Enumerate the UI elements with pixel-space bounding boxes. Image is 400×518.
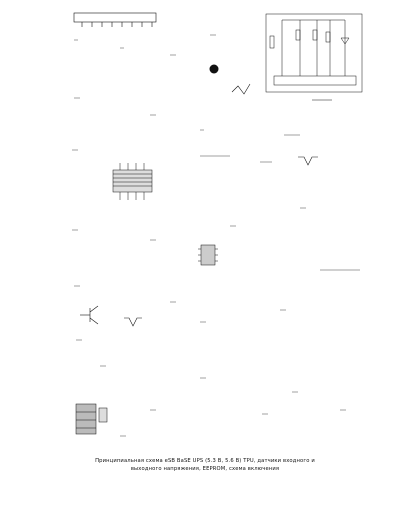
wiring-traces xyxy=(72,35,360,436)
power-sensor-block xyxy=(266,14,362,100)
eeprom-ic xyxy=(198,245,218,265)
caption-line-1: Принципиальная схема eSB BaSE UPS (5.3 В, 5.6 В) TPU, датчики входного и xyxy=(95,458,315,464)
caption-line-2: выходного напряжения, EEPROM, схема включения xyxy=(130,466,280,472)
junction-node xyxy=(210,65,219,74)
transistor-symbol xyxy=(80,306,98,324)
connector-strip-top xyxy=(74,13,156,27)
waveform-symbols xyxy=(124,84,318,326)
microcontroller-ic xyxy=(113,163,152,200)
connector-cluster-bottom xyxy=(76,404,107,434)
figure-caption xyxy=(40,457,370,473)
